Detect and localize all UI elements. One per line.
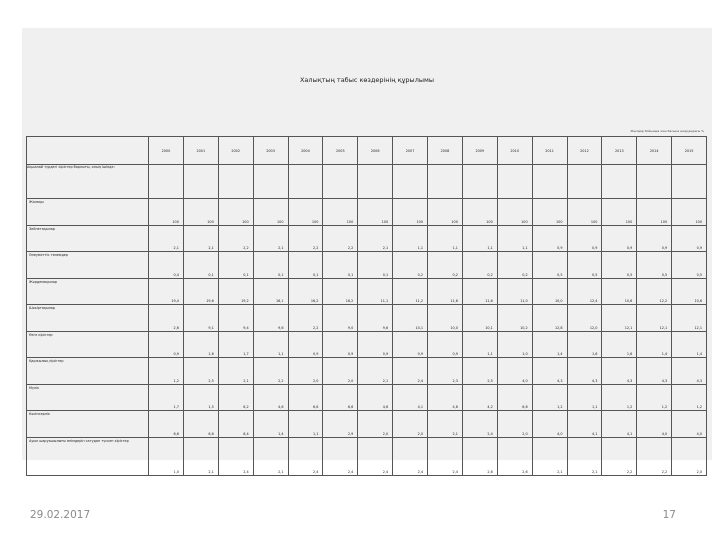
table-row xyxy=(27,305,707,332)
table-row xyxy=(27,411,707,438)
table-cell: 2,1 xyxy=(532,437,567,475)
table-cell: 1,2 xyxy=(149,358,184,385)
table-cell: 2,4 xyxy=(462,411,497,438)
table-cell: 2,4 xyxy=(428,437,463,475)
year-header: 2007 xyxy=(393,137,428,165)
table-cell: 100 xyxy=(218,199,253,226)
table-cell: 2,4 xyxy=(288,437,323,475)
table-cell: 0,5 xyxy=(602,252,637,279)
table-cell: 4,0 xyxy=(532,411,567,438)
table-cell: 2,0 xyxy=(497,411,532,438)
table-cell: 1,1 xyxy=(253,331,288,358)
table-cell: 2,2 xyxy=(253,358,288,385)
table-cell: 0,5 xyxy=(532,252,567,279)
table-cell: 2,1 xyxy=(218,358,253,385)
table-cell: 0,9 xyxy=(637,225,672,252)
table-cell: 19,2 xyxy=(218,278,253,305)
table-cell: 100 xyxy=(253,199,288,226)
row-label: Шәкіртақылар xyxy=(27,305,149,332)
table-cell: 0,9 xyxy=(288,331,323,358)
table-cell: 1,1 xyxy=(288,411,323,438)
row-label: Өзге кірістер xyxy=(27,331,149,358)
table-cell: 2,9 xyxy=(323,411,358,438)
year-header: 2001 xyxy=(183,137,218,165)
table-row xyxy=(27,199,707,226)
table-cell: 2,4 xyxy=(393,437,428,475)
table-cell: 1,1 xyxy=(497,225,532,252)
table-cell: 4,3 xyxy=(567,358,602,385)
slide-area xyxy=(22,28,712,474)
table-cell: 9,6 xyxy=(253,305,288,332)
table-cell: 11,2 xyxy=(393,278,428,305)
row-label: Зейнетақылар xyxy=(27,225,149,252)
table-cell: 6,6 xyxy=(323,384,358,411)
table-row xyxy=(27,437,707,475)
table-row xyxy=(27,225,707,252)
table-cell: 12,2 xyxy=(637,278,672,305)
table-cell: 10,1 xyxy=(393,305,428,332)
table-cell: 2,0 xyxy=(323,358,358,385)
table-cell: 2,3 xyxy=(428,358,463,385)
table-cell: 0,1 xyxy=(253,252,288,279)
table-cell: 0,5 xyxy=(567,252,602,279)
table-cell: 2,1 xyxy=(428,411,463,438)
table-cell: 2,0 xyxy=(672,437,707,475)
table-cell: 0,2 xyxy=(428,252,463,279)
table-cell: 16,1 xyxy=(253,278,288,305)
row-label: Мүлік xyxy=(27,384,149,411)
slide-date: 29.02.2017 xyxy=(30,509,91,521)
table-cell: 4,0 xyxy=(672,411,707,438)
table-cell: 0,2 xyxy=(462,252,497,279)
table-cell: 100 xyxy=(532,199,567,226)
table-cell: 10,0 xyxy=(428,305,463,332)
table-cell: 100 xyxy=(497,199,532,226)
income-structure-table xyxy=(26,136,707,476)
table-cell: 2,6 xyxy=(462,437,497,475)
table-cell: 2,1 xyxy=(183,225,218,252)
table-cell: 2,5 xyxy=(462,358,497,385)
table-cell: 4,1 xyxy=(567,411,602,438)
year-header: 2004 xyxy=(288,137,323,165)
table-cell: 100 xyxy=(149,199,184,226)
table-header-row xyxy=(27,137,707,165)
table-cell: 11,1 xyxy=(358,278,393,305)
table-cell: 0,4 xyxy=(149,252,184,279)
table-cell: 10,6 xyxy=(672,278,707,305)
table-cell: 0,1 xyxy=(183,252,218,279)
table-cell: 1,4 xyxy=(253,411,288,438)
table-cell: 1,0 xyxy=(149,437,184,475)
table-cell: 100 xyxy=(428,199,463,226)
table-cell: 1,2 xyxy=(672,384,707,411)
year-header: 2010 xyxy=(497,137,532,165)
table-cell: 12,1 xyxy=(672,305,707,332)
table-cell: 16,2 xyxy=(323,278,358,305)
table-cell: 2,1 xyxy=(358,358,393,385)
table-cell: 4,3 xyxy=(672,358,707,385)
table-cell: 9,1 xyxy=(183,305,218,332)
table-cell: 2,0 xyxy=(393,411,428,438)
year-header: 2008 xyxy=(428,137,463,165)
table-cell: 12,1 xyxy=(637,305,672,332)
table-cell: 2,1 xyxy=(253,225,288,252)
table-cell: 11,0 xyxy=(497,278,532,305)
table-cell: 2,1 xyxy=(253,437,288,475)
table-cell: 2,1 xyxy=(567,437,602,475)
table-cell: 0,9 xyxy=(567,225,602,252)
table-cell: 1,2 xyxy=(602,384,637,411)
table-row xyxy=(27,278,707,305)
table-cell: 12,8 xyxy=(532,305,567,332)
year-header: 2013 xyxy=(602,137,637,165)
table-cell: 0,2 xyxy=(497,252,532,279)
table-cell: 0,1 xyxy=(288,252,323,279)
table-cell: 2,2 xyxy=(637,437,672,475)
table-cell: 9,4 xyxy=(218,305,253,332)
table-cell: 1,7 xyxy=(218,331,253,358)
table-cell: 6,2 xyxy=(218,384,253,411)
year-header: 2012 xyxy=(567,137,602,165)
table-cell: 100 xyxy=(462,199,497,226)
row-label: Қаржылық кірістер xyxy=(27,358,149,385)
table-cell: 1,4 xyxy=(532,331,567,358)
table-cell: 12,1 xyxy=(602,305,637,332)
table-cell: 1,6 xyxy=(567,331,602,358)
table-cell: 10,2 xyxy=(497,305,532,332)
table-cell: 100 xyxy=(358,199,393,226)
table-cell: 4,0 xyxy=(637,411,672,438)
table-cell: 2,6 xyxy=(497,437,532,475)
table-cell: 1,2 xyxy=(532,384,567,411)
table-row xyxy=(27,358,707,385)
table-cell: 6,6 xyxy=(288,384,323,411)
row-label: Жалақы xyxy=(27,199,149,226)
table-cell: 4,3 xyxy=(637,358,672,385)
table-cell: 2,0 xyxy=(358,411,393,438)
table-cell: 1,0 xyxy=(497,331,532,358)
table-cell: 2,5 xyxy=(183,358,218,385)
table-cell: 0,9 xyxy=(672,225,707,252)
table-cell: 4,6 xyxy=(358,384,393,411)
row-label: Ақшалай түрдегі кірістер барлығы, оның ішінде: xyxy=(27,165,149,199)
table-cell: 19,4 xyxy=(149,278,184,305)
table-cell: 4,3 xyxy=(532,358,567,385)
table-row xyxy=(27,331,707,358)
table-cell: 10,6 xyxy=(602,278,637,305)
table-cell: 0,9 xyxy=(602,225,637,252)
table-cell: 16,2 xyxy=(288,278,323,305)
table-cell: 1,1 xyxy=(428,225,463,252)
table-cell: 100 xyxy=(288,199,323,226)
table-cell: 2,4 xyxy=(218,437,253,475)
table-cell: 100 xyxy=(183,199,218,226)
table-cell: 0,9 xyxy=(149,331,184,358)
table-cell: 0,9 xyxy=(393,331,428,358)
table-cell: 100 xyxy=(602,199,637,226)
table-cell: 0,9 xyxy=(323,331,358,358)
table-cell: 0,9 xyxy=(358,331,393,358)
slide-page-number: 17 xyxy=(662,509,676,521)
table-cell: 1,1 xyxy=(393,225,428,252)
row-label: Кәсіпкерлік xyxy=(27,411,149,438)
header-empty-cell xyxy=(27,137,149,165)
table-cell: 12,4 xyxy=(567,278,602,305)
table-cell: 9,0 xyxy=(323,305,358,332)
table-cell: 11,6 xyxy=(462,278,497,305)
table-row xyxy=(27,384,707,411)
table-cell: 0,1 xyxy=(358,252,393,279)
table-cell: 1,7 xyxy=(149,384,184,411)
table-cell: 0,1 xyxy=(323,252,358,279)
table-cell: 4,2 xyxy=(462,384,497,411)
table-cell: 0,9 xyxy=(428,331,463,358)
table-cell: 1,1 xyxy=(567,384,602,411)
table-cell: 2,2 xyxy=(602,437,637,475)
table-cell: 1,4 xyxy=(672,331,707,358)
table-cell: 2,2 xyxy=(288,225,323,252)
table-cell: 2,4 xyxy=(358,437,393,475)
table-cell: 11,6 xyxy=(428,278,463,305)
table-cell: 0,1 xyxy=(218,252,253,279)
row-label: Ауыл шаруашылығы өнімдерін сатудан түскен кірістер xyxy=(27,437,149,475)
year-header: 2002 xyxy=(218,137,253,165)
table-cell: 1,5 xyxy=(183,384,218,411)
table-cell: 0,5 xyxy=(672,252,707,279)
table-cell: 2,4 xyxy=(323,437,358,475)
table-cell: 100 xyxy=(323,199,358,226)
year-header: 2015 xyxy=(672,137,707,165)
table-cell: 2,1 xyxy=(183,437,218,475)
table-row xyxy=(27,252,707,279)
table-cell: 6,6 xyxy=(497,384,532,411)
table-cell: 6,6 xyxy=(149,411,184,438)
table-cell: 6,4 xyxy=(218,411,253,438)
year-header: 2003 xyxy=(253,137,288,165)
table-cell: 2,1 xyxy=(149,225,184,252)
table-cell: 1,2 xyxy=(637,384,672,411)
table-cell: 2,2 xyxy=(323,225,358,252)
year-header: 2006 xyxy=(358,137,393,165)
table-cell: 100 xyxy=(567,199,602,226)
table-cell: 0,2 xyxy=(393,252,428,279)
table-cell: 6,6 xyxy=(183,411,218,438)
year-header: 2009 xyxy=(462,137,497,165)
table-cell: 2,0 xyxy=(288,358,323,385)
table-cell: 12,0 xyxy=(567,305,602,332)
table-cell: 9,6 xyxy=(358,305,393,332)
table-cell: 1,4 xyxy=(637,331,672,358)
table-cell: 2,4 xyxy=(393,358,428,385)
year-header: 2011 xyxy=(532,137,567,165)
table-cell: 4,6 xyxy=(253,384,288,411)
table-cell: 1,1 xyxy=(462,225,497,252)
year-header: 2005 xyxy=(323,137,358,165)
table-cell: 2,1 xyxy=(358,225,393,252)
table-cell: 1,1 xyxy=(462,331,497,358)
table-cell: 0,9 xyxy=(532,225,567,252)
table-cell: 2,2 xyxy=(288,305,323,332)
slide-title: Халықтың табыс көздерінің құрылымы xyxy=(299,76,435,84)
table-cell: 4,6 xyxy=(428,384,463,411)
row-label: Жәрдемақылар xyxy=(27,278,149,305)
table-cell: 100 xyxy=(672,199,707,226)
table-cell: 4,1 xyxy=(393,384,428,411)
year-header: 2014 xyxy=(637,137,672,165)
table-cell: 100 xyxy=(393,199,428,226)
table-cell: 4,1 xyxy=(602,411,637,438)
table-cell: 10,0 xyxy=(532,278,567,305)
table-cell: 10,1 xyxy=(462,305,497,332)
table-cell: 4,3 xyxy=(602,358,637,385)
table-cell: 0,5 xyxy=(637,252,672,279)
table-cell: 100 xyxy=(637,199,672,226)
table-cell: 4,0 xyxy=(497,358,532,385)
year-header: 2000 xyxy=(149,137,184,165)
table-cell: 2,6 xyxy=(149,305,184,332)
table-subheader-row xyxy=(27,165,707,199)
table-cell: 1,6 xyxy=(602,331,637,358)
units-note: Жылдар бойынша жан басына шаққандағы % xyxy=(630,129,704,133)
row-label: Әлеуметтік төлемдер xyxy=(27,252,149,279)
table-cell: 2,2 xyxy=(218,225,253,252)
table-cell: 19,6 xyxy=(183,278,218,305)
table-cell: 1,6 xyxy=(183,331,218,358)
